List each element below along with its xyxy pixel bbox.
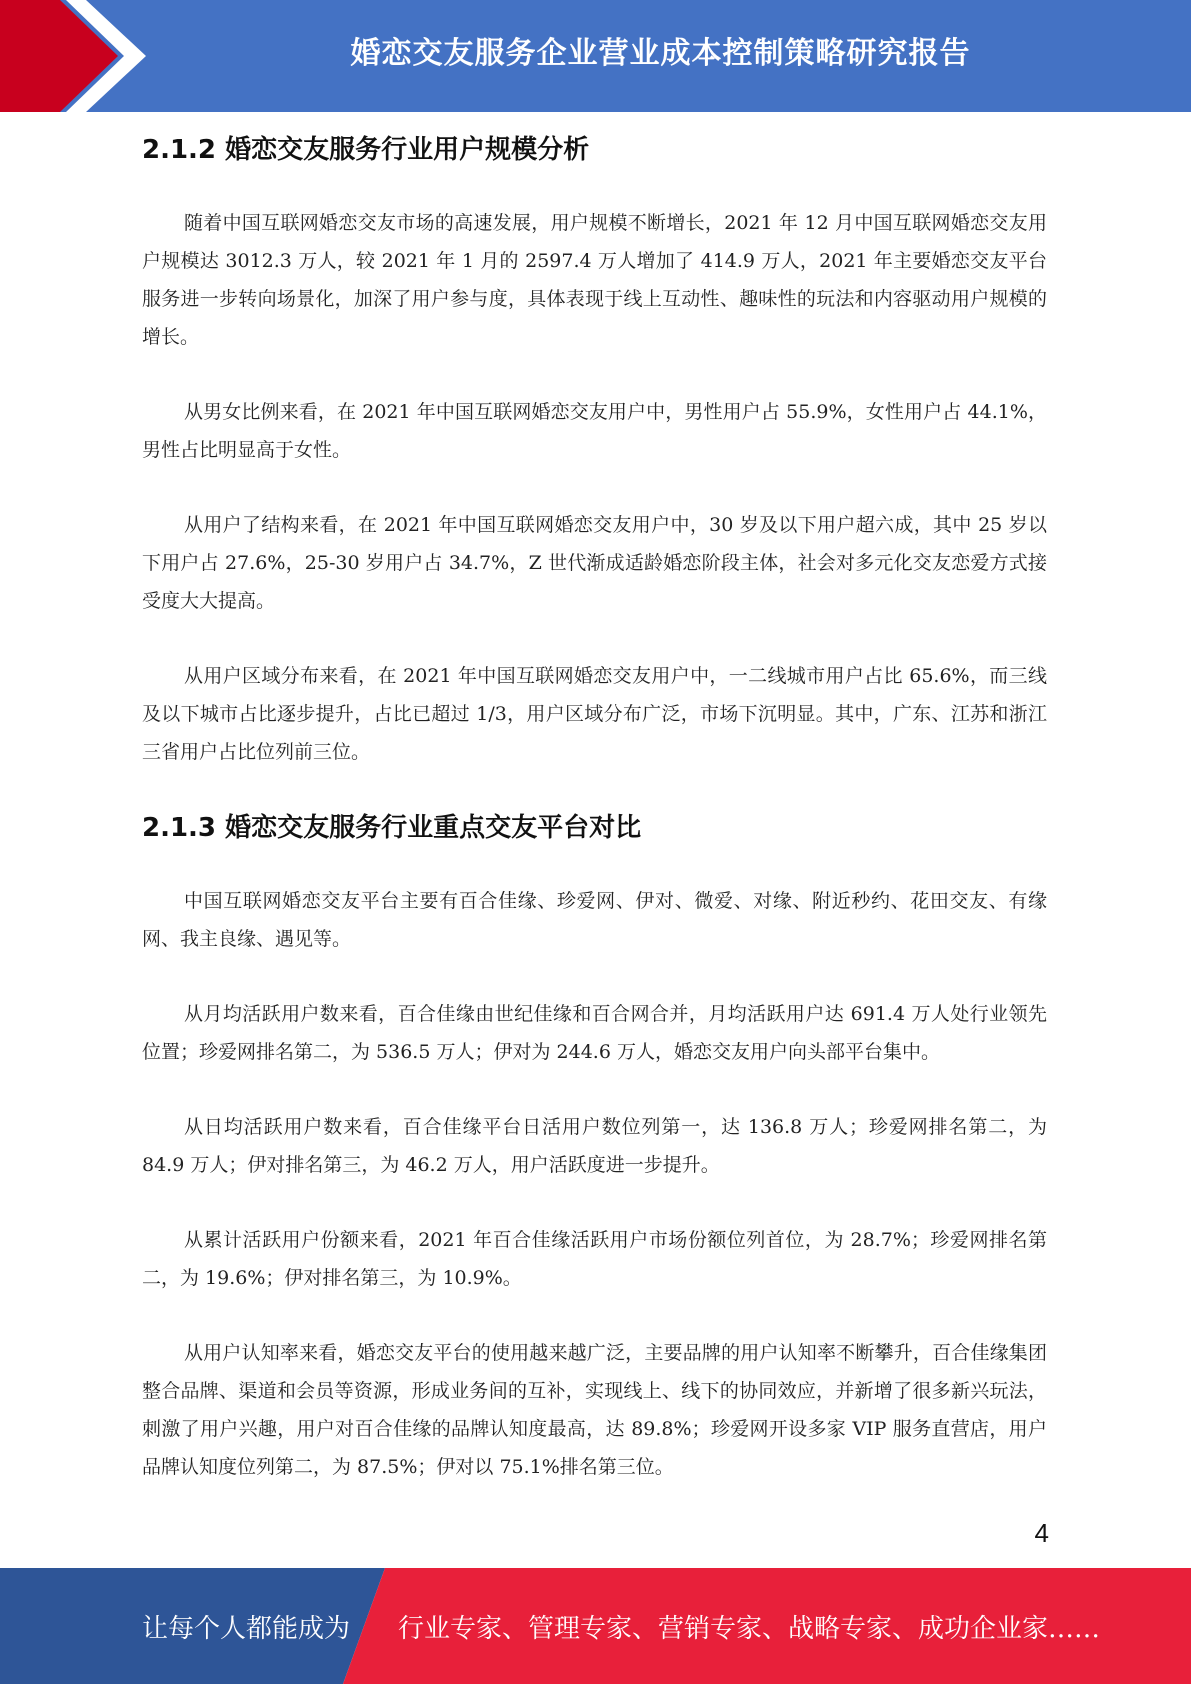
paragraph: 从月均活跃用户数来看，百合佳缘由世纪佳缘和百合网合并，月均活跃用户达 691.4 万人处行业领先位置；珍爱网排名第二，为 536.5 万人；伊对为 244.6 万人，婚恋交友用户向头部平台集中。 <box>142 1003 1047 1063</box>
paragraph: 从日均活跃用户数来看，百合佳缘平台日活用户数位列第一，达 136.8 万人；珍爱网排名第二，为 84.9 万人；伊对排名第三，为 46.2 万人，用户活跃度进一步提升。 <box>142 1116 1047 1176</box>
paragraph: 从用户区域分布来看，在 2021 年中国互联网婚恋交友用户中，一二线城市用户占比 65.6%，而三线及以下城市占比逐步提升，占比已超过 1/3，用户区域分布广泛，市场下沉明显。其中，广东、江苏和浙江三省用户占比位列前三位。 <box>142 665 1047 763</box>
page-header <box>0 0 1191 112</box>
paragraph: 随着中国互联网婚恋交友市场的高速发展，用户规模不断增长，2021 年 12 月中国互联网婚恋交友用户规模达 3012.3 万人，较 2021 年 1 月的 2597.4 万人增加了 414.9 万人，2021 年主要婚恋交友平台服务进一步转向场景化，加深了用户参与度，具体表现于线上互动性、趣味性的玩法和内容驱动用户规模的增长。 <box>142 212 1047 348</box>
footer-slogan-right: 行业专家、管理专家、营销专家、战略专家、成功企业家…… <box>398 1613 1101 1644</box>
section-heading-2-1-2: 2.1.2 婚恋交友服务行业用户规模分析 <box>142 135 590 165</box>
paragraph: 从用户了结构来看，在 2021 年中国互联网婚恋交友用户中，30 岁及以下用户超六成，其中 25 岁以下用户占 27.6%，25-30 岁用户占 34.7%，Z 世代渐成适龄婚恋阶段主体，社会对多元化交友恋爱方式接受度大大提高。 <box>142 514 1047 612</box>
page-number: 4 <box>1034 1518 1049 1548</box>
paragraph: 中国互联网婚恋交友平台主要有百合佳缘、珍爱网、伊对、微爱、对缘、附近秒约、花田交友、有缘网、我主良缘、遇见等。 <box>142 890 1047 950</box>
paragraph: 从累计活跃用户份额来看，2021 年百合佳缘活跃用户市场份额位列首位，为 28.7%；珍爱网排名第二，为 19.6%；伊对排名第三，为 10.9%。 <box>142 1229 1047 1289</box>
paragraph: 从用户认知率来看，婚恋交友平台的使用越来越广泛，主要品牌的用户认知率不断攀升，百合佳缘集团整合品牌、渠道和会员等资源，形成业务间的互补，实现线上、线下的协同效应，并新增了很多新兴玩法，刺激了用户兴趣，用户对百合佳缘的品牌认知度最高，达 89.8%；珍爱网开设多家 VIP 服务直营店，用户品牌认知度位列第二，为 87.5%；伊对以 75.1%排名第三位。 <box>142 1342 1047 1478</box>
section-heading-2-1-3: 2.1.3 婚恋交友服务行业重点交友平台对比 <box>142 813 642 843</box>
page-footer <box>0 1568 1191 1684</box>
footer-slogan-left: 让每个人都能成为 <box>142 1613 351 1644</box>
document-body <box>142 130 1047 1523</box>
header-arrow-decoration <box>0 0 170 112</box>
report-title: 婚恋交友服务企业营业成本控制策略研究报告 <box>350 36 971 71</box>
paragraph: 从男女比例来看，在 2021 年中国互联网婚恋交友用户中，男性用户占 55.9%，女性用户占 44.1%，男性占比明显高于女性。 <box>142 401 1047 461</box>
